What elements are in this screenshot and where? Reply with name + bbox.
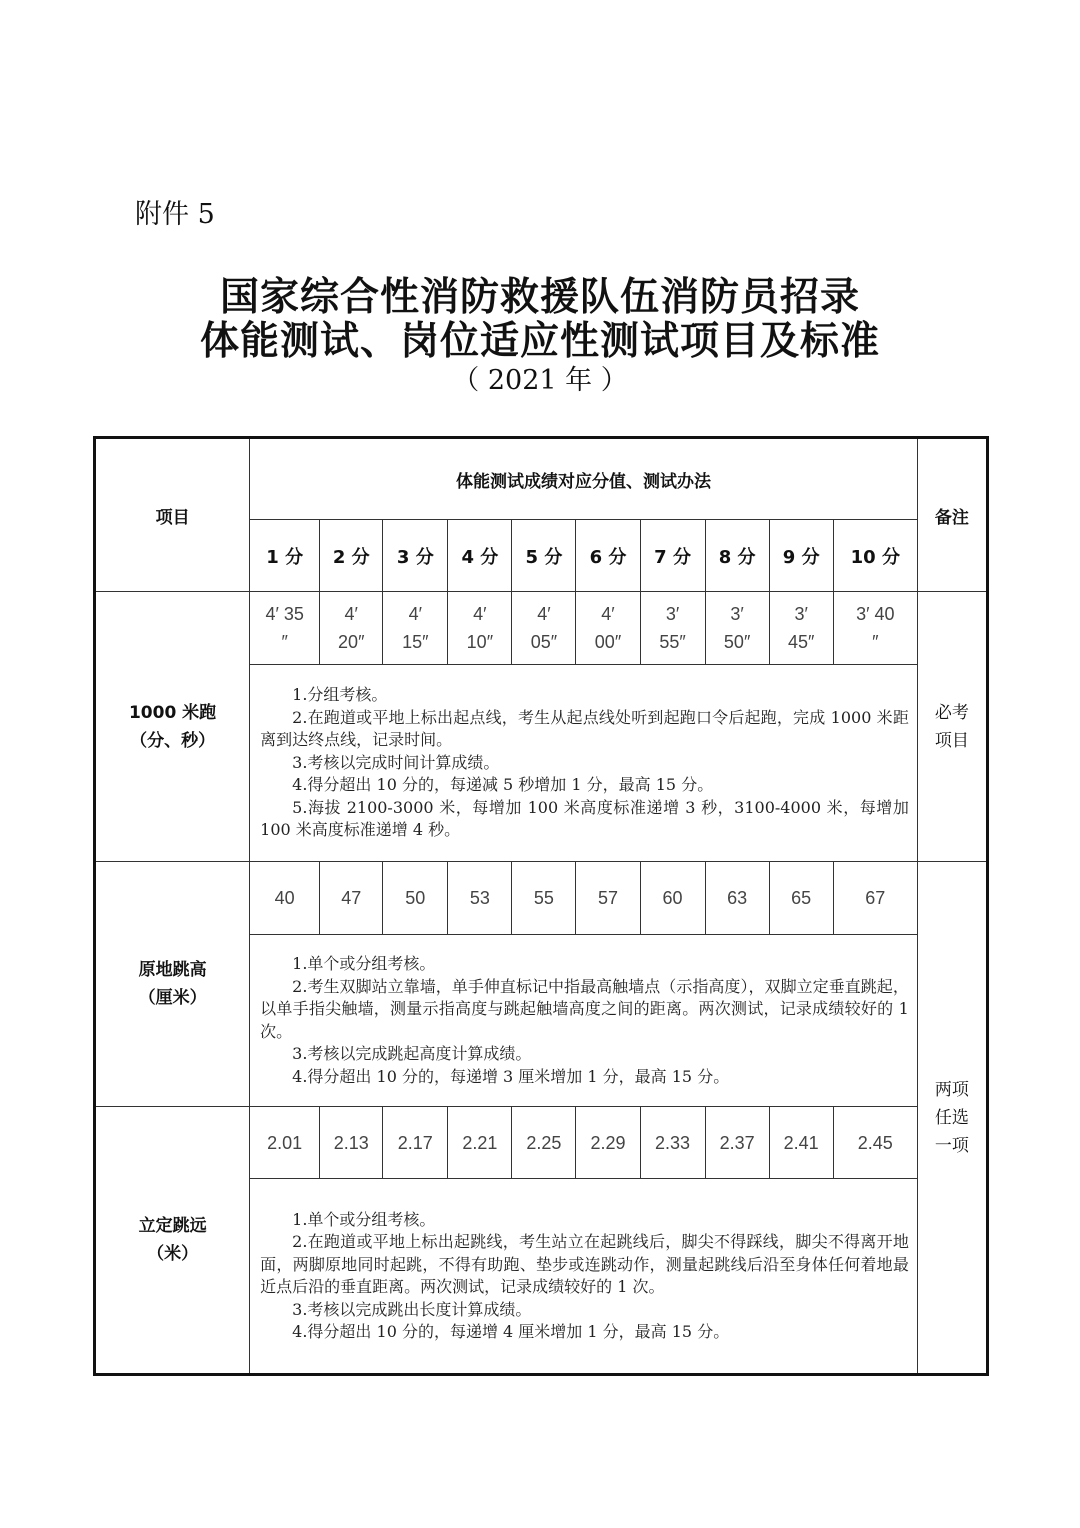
item-name-run: 1000 米跑 （分、秒） xyxy=(95,592,250,862)
value-cell: 3′ 40 ″ xyxy=(833,592,917,665)
value-cell: 53 xyxy=(448,862,512,935)
note-optional: 两项 任选 一项 xyxy=(917,862,987,1375)
value-cell: 67 xyxy=(833,862,917,935)
score-header: 10 分 xyxy=(833,520,917,592)
score-header: 1 分 xyxy=(250,520,320,592)
item-name-high-jump: 原地跳高 （厘米） xyxy=(95,862,250,1107)
value-cell: 4′ 05″ xyxy=(512,592,576,665)
page-title-line1: 国家综合性消防救援队伍消防员招录 xyxy=(219,275,860,320)
year-note: （ 2021 年 ） xyxy=(452,365,628,396)
value-cell: 2.45 xyxy=(833,1107,917,1179)
value-cell: 3′ 50″ xyxy=(705,592,769,665)
value-cell: 2.01 xyxy=(250,1107,320,1179)
page-title-line2: 体能测试、岗位适应性测试项目及标准 xyxy=(199,319,880,364)
value-cell: 63 xyxy=(705,862,769,935)
value-cell: 4′ 20″ xyxy=(320,592,383,665)
value-cell: 57 xyxy=(576,862,640,935)
value-cell: 4′ 15″ xyxy=(383,592,448,665)
score-header: 3 分 xyxy=(383,520,448,592)
value-cell: 2.33 xyxy=(640,1107,705,1179)
value-cell: 4′ 35 ″ xyxy=(250,592,320,665)
score-header: 2 分 xyxy=(320,520,383,592)
annex-label: 附件 5 xyxy=(135,199,215,230)
value-cell: 65 xyxy=(769,862,833,935)
table-row xyxy=(95,592,988,665)
value-cell: 55 xyxy=(512,862,576,935)
score-header: 9 分 xyxy=(769,520,833,592)
value-cell: 3′ 55″ xyxy=(640,592,705,665)
score-header: 8 分 xyxy=(705,520,769,592)
value-cell: 4′ 00″ xyxy=(576,592,640,665)
value-cell: 2.21 xyxy=(448,1107,512,1179)
value-cell: 2.29 xyxy=(576,1107,640,1179)
method-run: 1.分组考核。 2.在跑道或平地上标出起点线，考生从起点线处听到起跑口令后起跑，完成 1000 米距离到达终点线，记录时间。 3.考核以完成时间计算成绩。 4.得分超出 10 分的，每递减 5 秒增加 1 分，最高 15 分。 5.海拔 2100-3000 米，每增加 100 米高度标准递增 3 秒，3100-4000 米，每增加 100 米高度标准递增 4 秒。 xyxy=(250,665,918,862)
item-name-long-jump: 立定跳远 （米） xyxy=(95,1107,250,1375)
value-cell: 40 xyxy=(250,862,320,935)
standards-table xyxy=(93,436,989,1376)
value-cell: 47 xyxy=(320,862,383,935)
score-header: 5 分 xyxy=(512,520,576,592)
header-note: 备注 xyxy=(917,438,987,592)
score-header: 7 分 xyxy=(640,520,705,592)
value-cell: 2.37 xyxy=(705,1107,769,1179)
score-header: 4 分 xyxy=(448,520,512,592)
table-row xyxy=(95,862,988,935)
value-cell: 4′ 10″ xyxy=(448,592,512,665)
method-long-jump: 1.单个或分组考核。 2.在跑道或平地上标出起跳线，考生站立在起跳线后，脚尖不得踩线，脚尖不得离开地面，两脚原地同时起跳，不得有助跑、垫步或连跳动作，测量起跳线后沿至身体任何着地最近点后沿的垂直距离。两次测试，记录成绩较好的 1 次。 3.考核以完成跳出长度计算成绩。 4.得分超出 10 分的，每递增 4 厘米增加 1 分，最高 15 分。 xyxy=(250,1179,918,1375)
value-cell: 60 xyxy=(640,862,705,935)
score-header: 6 分 xyxy=(576,520,640,592)
table-row xyxy=(95,1107,988,1179)
method-high-jump: 1.单个或分组考核。 2.考生双脚站立靠墙，单手伸直标记中指最高触墙点（示指高度），双脚立定垂直跳起，以单手指尖触墙，测量示指高度与跳起触墙高度之间的距离。两次测试，记录成绩较好的 1 次。 3.考核以完成跳起高度计算成绩。 4.得分超出 10 分的，每递增 3 厘米增加 1 分，最高 15 分。 xyxy=(250,935,918,1107)
value-cell: 2.17 xyxy=(383,1107,448,1179)
value-cell: 2.25 xyxy=(512,1107,576,1179)
header-score-group: 体能测试成绩对应分值、测试办法 xyxy=(250,438,918,520)
value-cell: 2.41 xyxy=(769,1107,833,1179)
value-cell: 3′ 45″ xyxy=(769,592,833,665)
note-required: 必考 项目 xyxy=(917,592,987,862)
header-item: 项目 xyxy=(95,438,250,592)
value-cell: 2.13 xyxy=(320,1107,383,1179)
value-cell: 50 xyxy=(383,862,448,935)
